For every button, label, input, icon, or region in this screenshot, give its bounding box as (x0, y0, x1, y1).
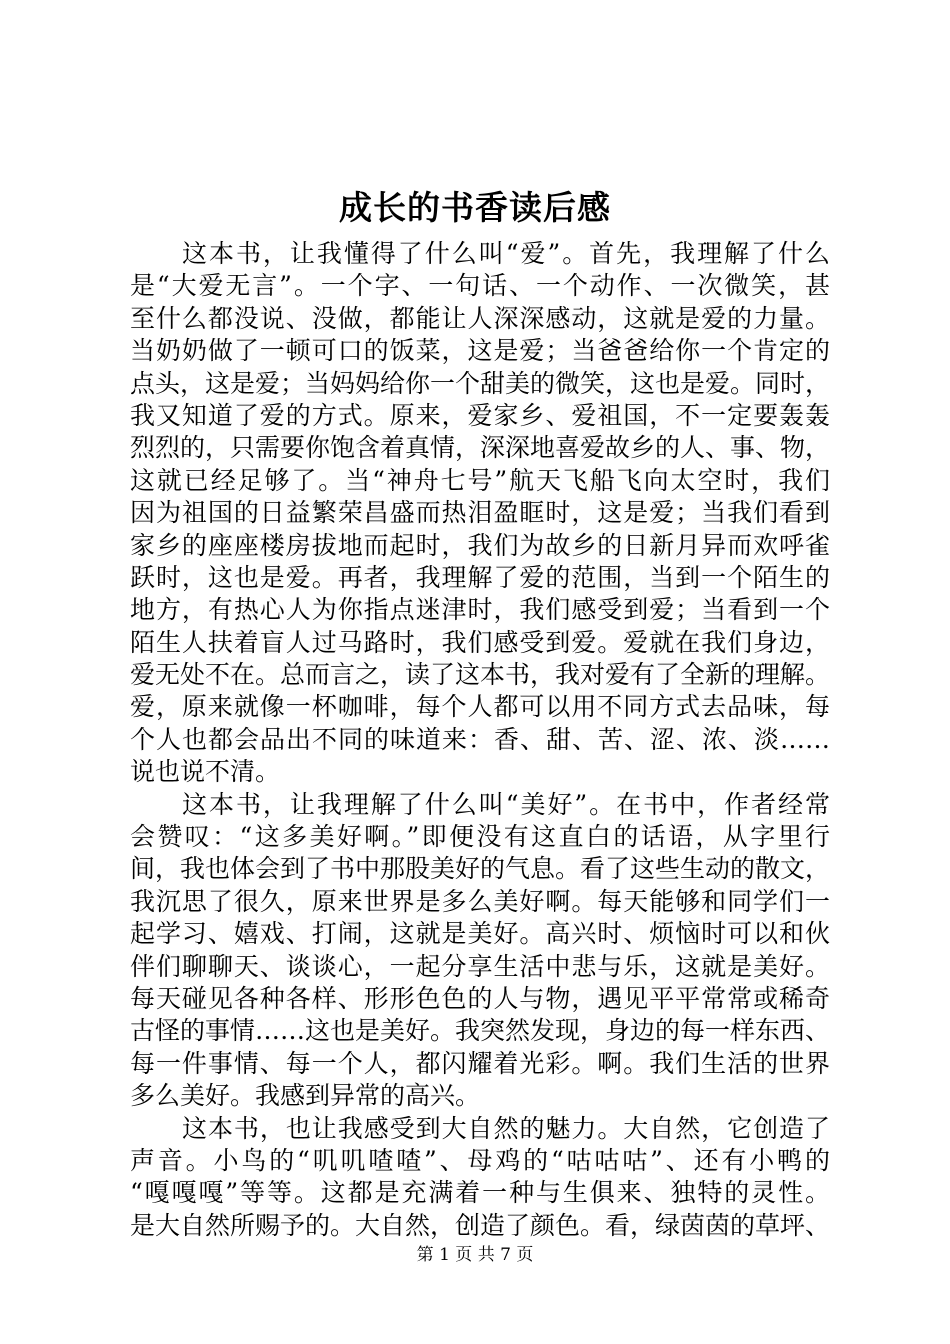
text-line: 地方，有热心人为你指点迷津时，我们感受到爱；当看到一个 (130, 595, 830, 625)
text-line: 这本书，让我懂得了什么叫“爱”。首先，我理解了什么 (182, 239, 830, 268)
text-line: 烈烈的，只需要你饱含着真情，深深地喜爱故乡的人、事、物， (130, 433, 831, 463)
text-line: 这本书，让我理解了什么叫“美好”。在书中，作者经常 (182, 789, 830, 819)
text-line: 古怪的事情……这也是美好。我突然发现，身边的每一样东西、 (130, 1016, 831, 1046)
text-line: 起学习、嬉戏、打闹，这就是美好。高兴时、烦恼时可以和伙 (130, 919, 830, 949)
text-line: 我又知道了爱的方式。原来，爱家乡、爱祖国，不一定要轰轰 (130, 400, 830, 430)
document-title: 成长的书香读后感 (339, 188, 611, 227)
text-line: 会赞叹：“这多美好啊。”即便没有这直白的话语，从字里行 (130, 822, 830, 852)
text-line: 这就已经足够了。当“神舟七号”航天飞船飞向太空时，我们 (130, 465, 830, 495)
text-line: 当奶奶做了一顿可口的饭菜，这是爱；当爸爸给你一个肯定的 (130, 336, 830, 366)
text-line: 因为祖国的日益繁荣昌盛而热泪盈眶时，这是爱；当我们看到 (130, 498, 830, 528)
page-footer: 第 1 页 共 7 页 (416, 1245, 534, 1265)
text-line: 家乡的座座楼房拔地而起时，我们为故乡的日新月异而欢呼雀 (130, 530, 830, 560)
text-line: 我沉思了很久，原来世界是多么美好啊。每天能够和同学们一 (130, 886, 830, 916)
text-line: 是大自然所赐予的。大自然，创造了颜色。看，绿茵茵的草坪、 (130, 1210, 831, 1240)
text-line: 跃时，这也是爱。再者，我理解了爱的范围，当到一个陌生的 (130, 562, 830, 592)
text-line: 每一件事情、每一个人，都闪耀着光彩。啊。我们生活的世界 (130, 1048, 830, 1078)
document-body (130, 238, 830, 1242)
text-line: 是“大爱无言”。一个字、一句话、一个动作、一次微笑，甚 (130, 271, 830, 301)
text-line: 爱无处不在。总而言之，读了这本书，我对爱有了全新的理解。 (130, 660, 831, 690)
text-line: “嘎嘎嘎”等等。这都是充满着一种与生俱来、独特的灵性。 (130, 1178, 830, 1208)
text-line: 声音。小鸟的“叽叽喳喳”、母鸡的“咕咕咕”、还有小鸭的 (130, 1145, 830, 1175)
text-line: 多么美好。我感到异常的高兴。 (130, 1081, 481, 1111)
text-line: 说也说不清。 (130, 757, 281, 787)
text-line: 这本书，也让我感受到大自然的魅力。大自然，它创造了 (182, 1113, 830, 1143)
text-line: 陌生人扶着盲人过马路时，我们感受到爱。爱就在我们身边， (130, 627, 830, 657)
text-line: 每天碰见各种各样、形形色色的人与物，遇见平平常常或稀奇 (130, 983, 830, 1013)
text-line: 爱，原来就像一杯咖啡，每个人都可以用不同方式去品味，每 (130, 692, 830, 722)
text-line: 点头，这是爱；当妈妈给你一个甜美的微笑，这也是爱。同时， (130, 368, 831, 398)
text-line: 个人也都会品出不同的味道来：香、甜、苦、涩、浓、淡…… (130, 724, 830, 754)
text-line: 至什么都没说、没做，都能让人深深感动，这就是爱的力量。 (130, 303, 830, 333)
text-line: 间，我也体会到了书中那股美好的气息。看了这些生动的散文， (130, 854, 831, 884)
text-line: 伴们聊聊天、谈谈心，一起分享生活中悲与乐，这就是美好。 (130, 951, 830, 981)
